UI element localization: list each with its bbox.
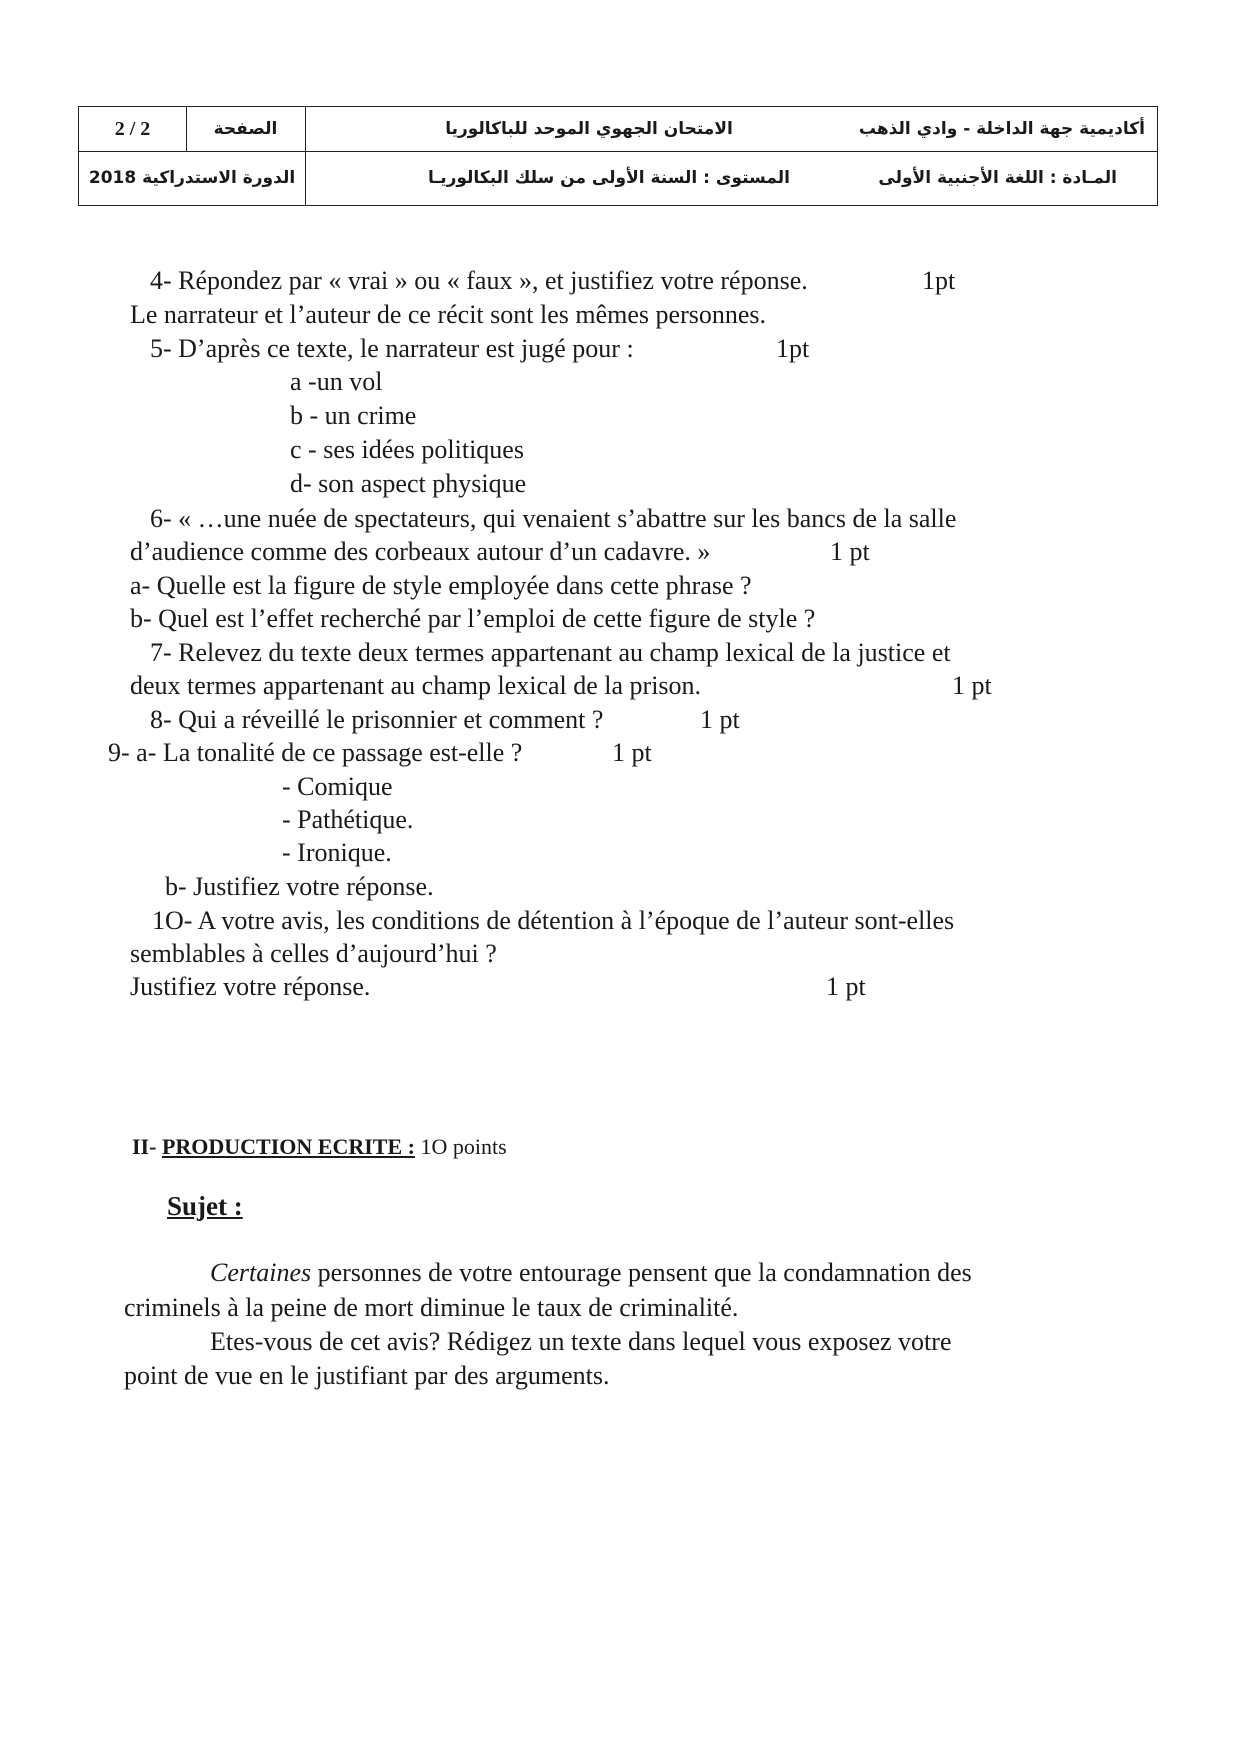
subject-paragraph-1-line-2: criminels à la peine de mort diminue le taux de criminalité. [124,1293,739,1322]
question-4-points: 1pt [922,266,956,295]
question-8-points: 1 pt [700,705,740,734]
section-heading [132,1134,507,1160]
question-5-option: c - ses idées politiques [290,435,524,464]
question-9-option: - Comique [282,772,393,801]
session-label: الدورة الاستدراكية 2018 [88,168,296,188]
question-4: 4- Répondez par « vrai » ou « faux », et justifiez votre réponse. [150,266,808,295]
question-4-statement: Le narrateur et l’auteur de ce récit sont les mêmes personnes. [130,300,766,329]
page-label: الصفحة [213,119,278,139]
question-7-line-2: deux termes appartenant au champ lexical de la prison. [130,671,702,700]
question-9a: 9- a- La tonalité de ce passage est-elle ? [108,738,523,767]
question-9-option: - Pathétique. [282,805,414,834]
question-9-option: - Ironique. [282,838,392,867]
question-9-points: 1 pt [612,738,652,767]
question-10-line-3: Justifiez votre réponse. [130,972,371,1001]
question-7-line-1: 7- Relevez du texte deux termes appartenant au champ lexical de la justice et [150,638,951,667]
section-title: PRODUCTION ECRITE : [161,1134,415,1159]
section-number: II- [132,1134,157,1159]
question-6a: a- Quelle est la figure de style employée dans cette phrase ? [130,571,752,600]
question-7-points: 1 pt [952,671,992,700]
divider [305,151,306,205]
question-5-option: b - un crime [290,401,417,430]
level-label: المستوى : السنة الأولى من سلك البكالوريـا [428,168,790,188]
question-5-option: a -un vol [290,367,383,396]
academy-name: أكاديمية جهة الداخلة - وادي الذهب [858,119,1145,139]
page-number: 2 / 2 [114,117,151,140]
question-6-points: 1 pt [830,537,870,566]
question-5-option: d- son aspect physique [290,469,527,498]
subject-label: المـادة : اللغة الأجنبية الأولى [878,168,1117,188]
exam-header-table [78,106,1158,206]
question-5: 5- D’après ce texte, le narrateur est jugé pour : [150,334,634,363]
question-6-quote-line-2: d’audience comme des corbeaux autour d’un cadavre. » [130,537,711,566]
italic-word: Certaines [210,1258,312,1287]
section-points: 1O points [420,1134,507,1159]
subject-paragraph-2-line-2: point de vue en le justifiant par des arguments. [124,1361,610,1390]
question-10-line-2: semblables à celles d’aujourd’hui ? [130,939,497,968]
divider [305,107,306,151]
question-10-line-1: 1O- A votre avis, les conditions de détention à l’époque de l’auteur sont-elles [152,906,955,935]
question-6b: b- Quel est l’effet recherché par l’emploi de cette figure de style ? [130,604,816,633]
subject-label: Sujet : [167,1191,243,1221]
question-5-points: 1pt [776,334,810,363]
header-row-1 [79,107,1157,152]
question-6-quote-line-1: 6- « …une nuée de spectateurs, qui venaient s’abattre sur les bancs de la salle [150,504,957,533]
exam-title: الامتحان الجهوي الموحد للباكالوريا [445,119,733,139]
question-10-points: 1 pt [826,972,866,1001]
subject-paragraph-1-line-1 [210,1258,972,1288]
header-row-2 [79,151,1157,205]
question-8: 8- Qui a réveillé le prisonnier et comment ? [150,705,604,734]
subject-text: personnes de votre entourage pensent que la condamnation des [311,1258,972,1287]
question-9b: b- Justifiez votre réponse. [165,872,434,901]
subject-paragraph-2-line-1: Etes-vous de cet avis? Rédigez un texte dans lequel vous exposez votre [210,1327,952,1356]
